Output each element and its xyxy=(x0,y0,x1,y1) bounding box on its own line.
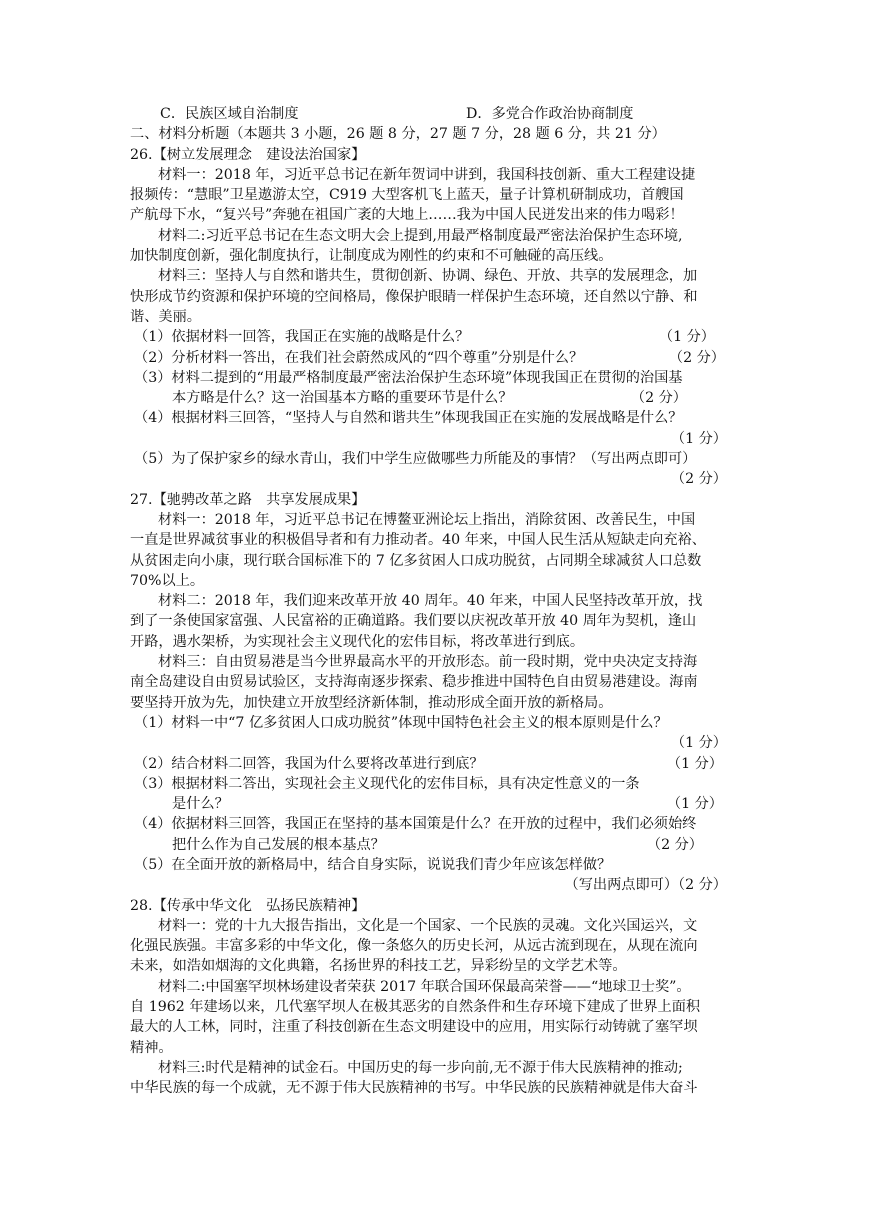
q28-material-line: 中华民族的每一个成就，无不源于伟大民族精神的书写。中华民族的民族精神就是伟大奋斗 xyxy=(130,1080,698,1097)
q27-title: 27.【驰骋改革之路 共享发展成果】 xyxy=(130,491,366,508)
q26-question-5: （5）为了保护家乡的绿水青山，我们中学生应做哪些力所能及的事情？（写出两点即可） xyxy=(134,451,697,468)
q27-material-line: 开路，遇水架桥，为实现社会主义现代化的宏伟目标，将改革进行到底。 xyxy=(130,633,585,650)
q26-material-line: 加快制度创新，强化制度执行，让制度成为刚性的约束和不可触碰的高压线。 xyxy=(130,248,613,265)
q27-material-line: 要坚持开放为先，加快建立开放型经济新体制，推动形成全面开放的新格局。 xyxy=(130,694,613,711)
question-text: 把什么作为自己发展的根本基点？ xyxy=(172,836,385,853)
question-score: （2 分） xyxy=(630,390,687,407)
q26-material-line: 材料一：2018 年，习近平总书记在新年贺词中讲到，我国科技创新、重大工程建设捷 xyxy=(158,166,696,183)
q28-material-line: 材料二:中国塞罕坝林场建设者荣获 2017 年联合国环保最高荣誉——“地球卫士奖”。 xyxy=(158,978,691,995)
q27-question-1: （1）材料一中“7 亿多贫困人口成功脱贫”体现中国特色社会主义的根本原则是什么？ xyxy=(134,714,668,731)
option-c: C．民族区域自治制度 xyxy=(160,106,299,122)
q28-material-line: 最大的人工林，同时，注重了科技创新在生态文明建设中的应用，用实际行动铸就了塞罕坝 xyxy=(130,1019,698,1036)
q27-question-4-cont xyxy=(130,835,745,855)
q27-question-2 xyxy=(130,754,745,774)
q26-material-line: 产航母下水，“复兴号”奔驰在祖国广袤的大地上……我为中国人民迸发出来的伟力喝彩！ xyxy=(130,207,684,224)
q26-material-line: 谐、美丽。 xyxy=(130,308,201,325)
question-text: （2）结合材料二回答，我国为什么要将改革进行到底？ xyxy=(134,755,484,772)
q27-question-4: （4）依据材料三回答，我国正在坚持的基本国策是什么？在开放的过程中，我们必须始终 xyxy=(134,816,697,833)
q26-question-1 xyxy=(130,327,745,347)
option-d: D．多党合作政治协商制度 xyxy=(466,106,634,122)
q28-material-line: 精神。 xyxy=(130,1039,173,1056)
q27-material-line: 从贫困走向小康，现行联合国标准下的 7 亿多贫困人口成功脱贫，占同期全球减贫人口总数 xyxy=(130,552,702,569)
exam-page xyxy=(130,104,745,1099)
q27-material-line: 南全岛建设自由贸易试验区，支持海南逐步探索、稳步推进中国特色自由贸易港建设。海南 xyxy=(130,674,698,691)
q26-material-line: 材料三：坚持人与自然和谐共生，贯彻创新、协调、绿色、开放、共享的发展理念，加 xyxy=(158,268,698,285)
q27-question-3-cont xyxy=(130,794,745,814)
question-score: （1 分） xyxy=(658,329,715,346)
question-text: （1）依据材料一回答，我国正在实施的战略是什么？ xyxy=(134,329,470,346)
q27-material-line: 材料三：自由贸易港是当今世界最高水平的开放形态。前一段时期，党中央决定支持海 xyxy=(158,654,698,671)
q27-material-line: 到了一条使国家富强、人民富裕的正确道路。我们要以庆祝改革开放 40 周年为契机，逢山 xyxy=(130,613,697,630)
question-text: 是什么？ xyxy=(172,796,229,813)
q26-material-line: 快形成节约资源和保护环境的空间格局，像保护眼睛一样保护生态环境，还自然以宁静、和 xyxy=(130,288,698,305)
q27-question-3: （3）根据材料二答出，实现社会主义现代化的宏伟目标，具有决定性意义的一条 xyxy=(134,775,640,792)
q28-material-line: 化强民族强。丰富多彩的中华文化，像一条悠久的历史长河，从远古流到现在，从现在流向 xyxy=(130,938,698,955)
q27-question-5: （5）在全面开放的新格局中，结合自身实际，说说我们青少年应该怎样做？ xyxy=(134,856,612,873)
q26-question-2 xyxy=(130,348,745,368)
q26-material-line: 材料二:习近平总书记在生态文明大会上提到,用最严格制度最严密法治保护生态环境, xyxy=(158,227,683,244)
q26-question-4-score: （1 分） xyxy=(670,430,727,447)
q27-question-5-score: （写出两点即可）（2 分） xyxy=(564,877,727,894)
question-score: （1 分） xyxy=(666,796,723,813)
q27-material-line: 一直是世界减贫事业的积极倡导者和有力推动者。40 年来，中国人民生活从短缺走向充裕、 xyxy=(130,532,706,549)
q28-material-line: 材料三:时代是精神的试金石。中国历史的每一步向前,无不源于伟大民族精神的推动; xyxy=(158,1059,683,1076)
q28-material-line: 自 1962 年建场以来，几代塞罕坝人在极其恶劣的自然条件和生存环境下建成了世界上面积 xyxy=(130,999,701,1016)
question-score: （2 分） xyxy=(668,349,725,366)
section-title: 二、材料分析题（本题共 3 小题，26 题 8 分，27 题 7 分，28 题 6 分，共 21 分） xyxy=(130,126,666,143)
question-text: 本方略是什么？这一治国基本方略的重要环节是什么？ xyxy=(172,390,513,407)
q26-material-line: 报频传：“慧眼”卫星遨游太空，C919 大型客机飞上蓝天，量子计算机研制成功，首艘国 xyxy=(130,187,684,204)
question-text: （2）分析材料一答出，在我们社会蔚然成风的“四个尊重”分别是什么？ xyxy=(134,349,584,366)
question-score: （1 分） xyxy=(666,755,723,772)
q27-material-line: 材料一：2018 年，习近平总书记在博鳌亚洲论坛上指出，消除贫困、改善民生，中国 xyxy=(158,511,696,528)
q26-title: 26.【树立发展理念 建设法治国家】 xyxy=(130,146,366,163)
q28-material-line: 未来，如浩如烟海的文化典籍，名扬世界的科技工艺，异彩纷呈的文学艺术等。 xyxy=(130,958,627,975)
q28-title: 28.【传承中华文化 弘扬民族精神】 xyxy=(130,897,366,914)
q28-material-line: 材料一：党的十九大报告指出，文化是一个国家、一个民族的灵魂。文化兴国运兴，文 xyxy=(158,917,698,934)
q26-question-5-score: （2 分） xyxy=(670,471,727,488)
question-score: （2 分） xyxy=(646,836,703,853)
q27-material-line: 材料二：2018 年，我们迎来改革开放 40 周年。40 年来，中国人民坚持改革开放，找 xyxy=(158,593,703,610)
q26-question-3-cont xyxy=(130,388,745,408)
q27-question-1-score: （1 分） xyxy=(670,735,727,752)
q27-material-line: 70%以上。 xyxy=(130,572,205,589)
q26-question-4: （4）根据材料三回答，“坚持人与自然和谐共生”体现我国正在实施的发展战略是什么？ xyxy=(134,410,683,427)
q26-question-3: （3）材料二提到的“用最严格制度最严密法治保护生态环境”体现我国正在贯彻的治国基 xyxy=(134,369,683,386)
answer-options-row xyxy=(130,104,745,124)
